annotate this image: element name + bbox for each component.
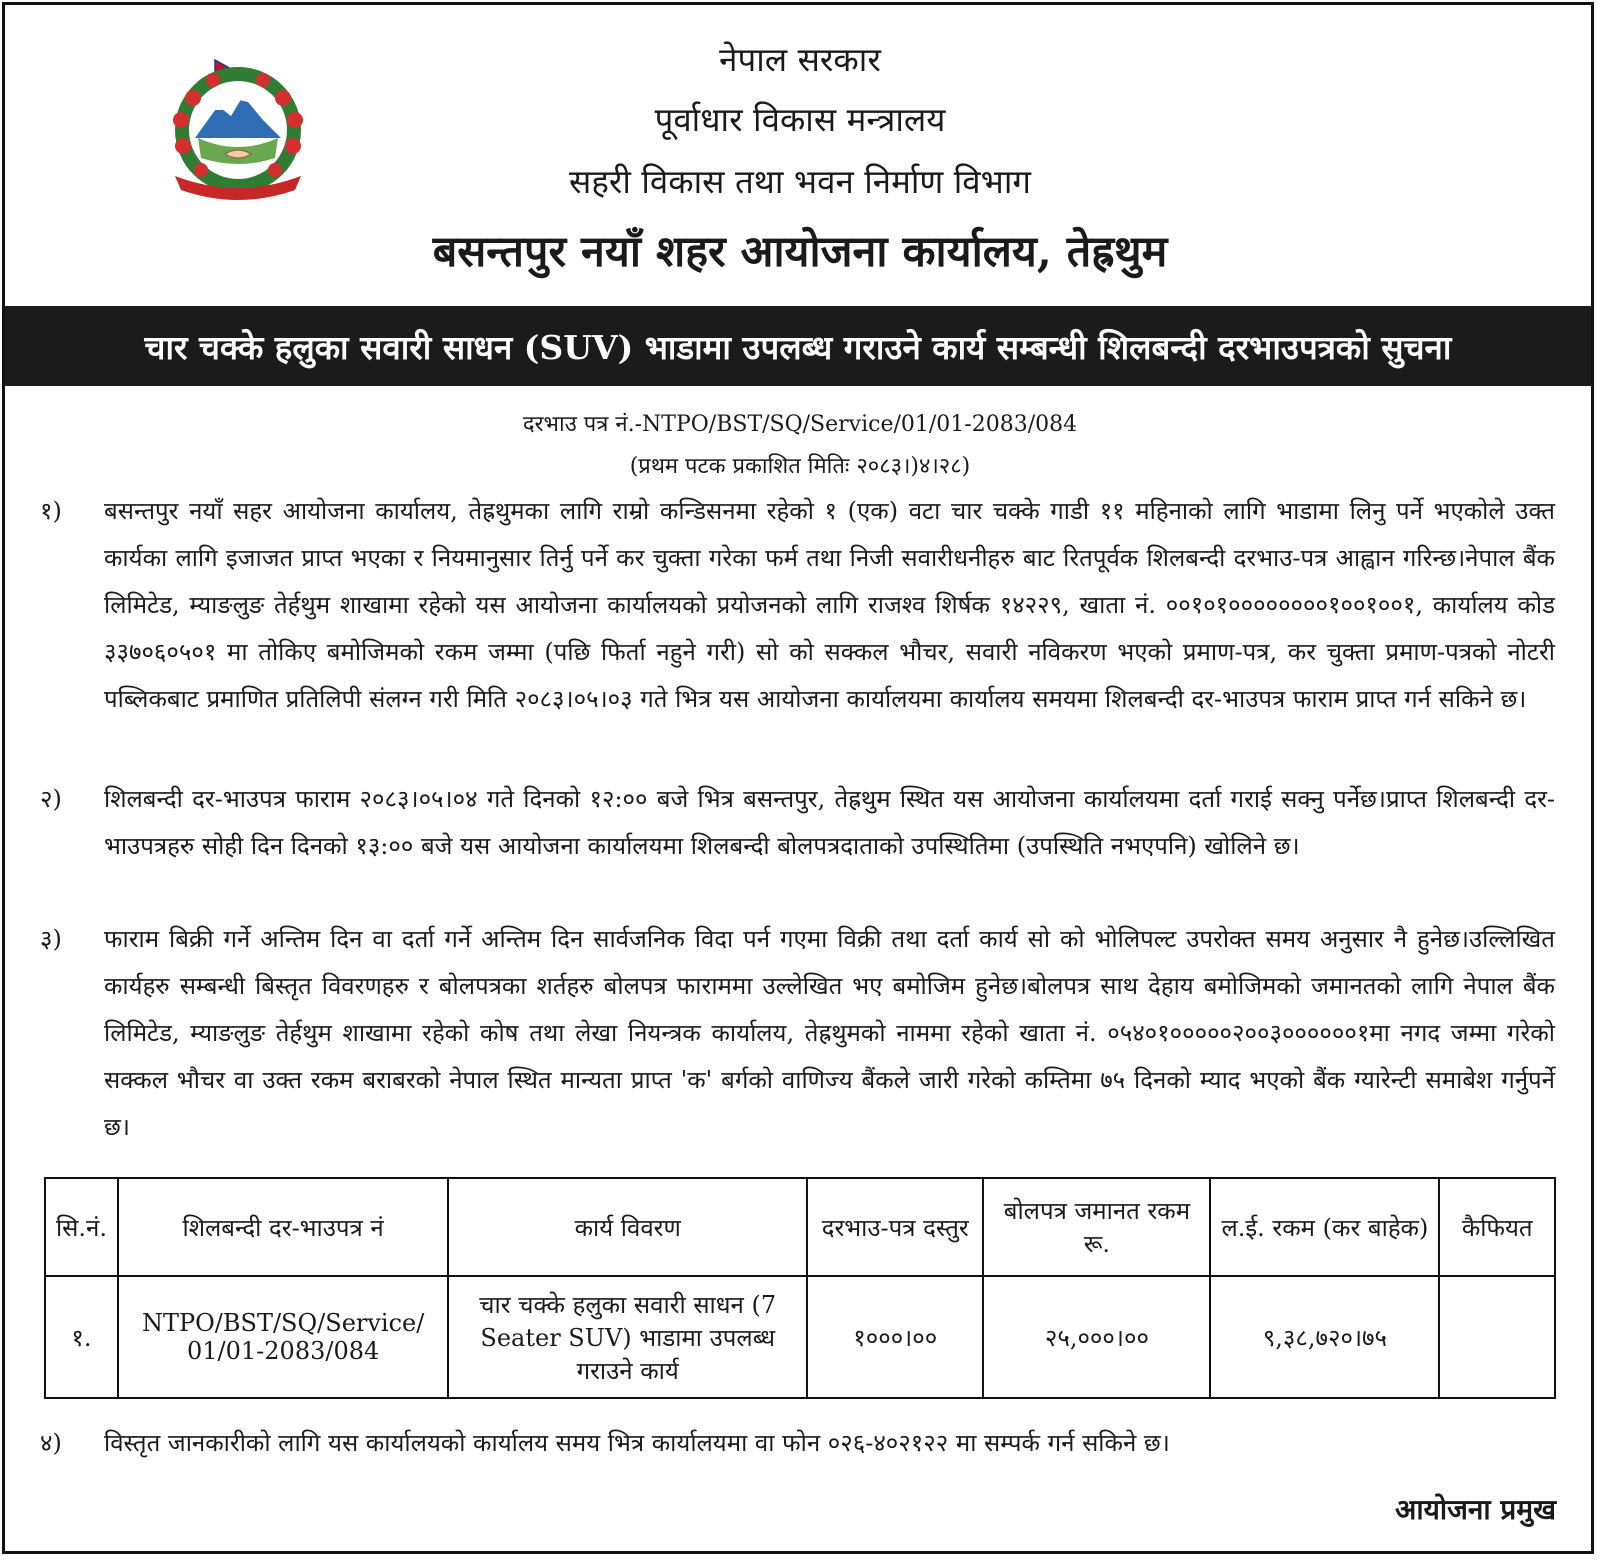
notice-title: चार चक्के हलुका सवारी साधन (SUV) भाडामा उपलब्ध गराउने कार्य सम्बन्धी शिलबन्दी दरभाउपत्रको सुचना <box>144 327 1452 367</box>
header-office: बसन्तपुर नयाँ शहर आयोजना कार्यालय, तेह्रथुम <box>432 227 1168 277</box>
header-government: नेपाल सरकार <box>719 40 881 79</box>
paragraph-3 <box>40 916 1555 1151</box>
published-date: (प्रथम पटक प्रकाशित मितिः २०८३।)४।२८) <box>629 454 971 479</box>
table-header-row <box>45 1178 1555 1276</box>
paragraph-number: १) <box>40 497 62 525</box>
paragraph-text: विस्तृत जानकारीको लागि यस कार्यालयको कार्यालय समय भित्र कार्यालयमा वा फोन ०२६-४०२१२२ मा सम्पर्क गर्न सकिने छ। <box>104 1429 1170 1457</box>
bid-details-table <box>44 1177 1556 1399</box>
paragraph-number: ४) <box>40 1429 62 1457</box>
nepal-emblem-icon <box>153 58 323 203</box>
cell-serial: १. <box>45 1276 118 1398</box>
notice-title-banner <box>5 306 1591 386</box>
cell-bid-security: २५,०००।०० <box>983 1276 1210 1398</box>
paragraph-4 <box>40 1420 1555 1467</box>
header-ministry: पूर्वाधार विकास मन्त्रालय <box>654 100 946 139</box>
paragraph-2 <box>40 776 1555 870</box>
signature-title: आयोजना प्रमुख <box>1394 1493 1556 1526</box>
header-cost-estimate: ल.ई. रकम (कर बाहेक) <box>1210 1178 1439 1276</box>
cell-remarks <box>1439 1276 1555 1398</box>
paragraph-number: २) <box>40 785 62 813</box>
reference-number: दरभाउ पत्र नं.-NTPO/BST/SQ/Service/01/01-2083/084 <box>522 412 1078 437</box>
header-department: सहरी विकास तथा भवन निर्माण विभाग <box>569 162 1031 201</box>
cell-cost-estimate: ९,३८,७२०।७५ <box>1210 1276 1439 1398</box>
cell-bid-number: NTPO/BST/SQ/Service/ 01/01-2083/084 <box>118 1276 448 1398</box>
paragraph-number: ३) <box>40 925 62 953</box>
header-bid-security: बोलपत्र जमानत रकम रू. <box>983 1178 1210 1276</box>
header-remarks: कैफियत <box>1439 1178 1555 1276</box>
header-work-description: कार्य विवरण <box>448 1178 807 1276</box>
paragraph-text: फाराम बिक्री गर्ने अन्तिम दिन वा दर्ता गर्ने अन्तिम दिन सार्वजनिक विदा पर्न गएमा विक्री तथा दर्ता कार्य सो को भोलिपल्ट उपरोक्त समय अनुसार नै हुनेछ।उल्लिखित कार्यहरु सम्बन्धी बिस्तृत विवरणहरु र बोलपत्रका शर्तहरु बोलपत्र फाराममा उल्लेखित भए बमोजिम हुनेछ।बोलपत्र साथ देहाय बमोजिमको जमानतको लागि नेपाल बैंक लिमिटेड, म्याङलुङ तेर्हथुम शाखामा रहेको कोष तथा लेखा नियन्त्रक कार्यालय, तेह्रथुमको नाममा रहेको खाता नं. ०५४०१०००००२००३००००००१मा नगद जम्मा गरेको सक्कल भौचर वा उक्त रकम बराबरको नेपाल स्थित मान्यता प्राप्त 'क' बर्गको वाणिज्य बैंकले जारी गरेको कम्तिमा ७५ दिनको म्याद भएको बैंक ग्यारेन्टी समाबेश गर्नुपर्ने छ। <box>104 925 1555 1141</box>
paragraph-1 <box>40 488 1555 723</box>
paragraph-text: शिलबन्दी दर-भाउपत्र फाराम २०८३।०५।०४ गते दिनको १२:०० बजे भित्र बसन्तपुर, तेह्रथुम स्थित यस आयोजना कार्यालयमा दर्ता गराई सक्नु पर्नेछ।प्राप्त शिलबन्दी दर-भाउपत्रहरु सोही दिन दिनको १३:०० बजे यस आयोजना कार्यालयमा शिलबन्दी बोलपत्रदाताको उपस्थितिमा (उपस्थिति नभएपनि) खोलिने छ। <box>104 785 1555 860</box>
cell-fee: १०००।०० <box>807 1276 983 1398</box>
cell-work-description: चार चक्के हलुका सवारी साधन (7 Seater SUV) भाडामा उपलब्ध गराउने कार्य <box>448 1276 807 1398</box>
header-serial: सि.नं. <box>45 1178 118 1276</box>
table-row <box>45 1276 1555 1398</box>
header-bid-number: शिलबन्दी दर-भाउपत्र नं <box>118 1178 448 1276</box>
header-fee: दरभाउ-पत्र दस्तुर <box>807 1178 983 1276</box>
paragraph-text: बसन्तपुर नयाँ सहर आयोजना कार्यालय, तेह्रथुमका लागि राम्रो कन्डिसनमा रहेको १ (एक) वटा चार चक्के गाडी ११ महिनाको लागि भाडामा लिनु पर्ने भएकोले उक्त कार्यका लागि इजाजत प्राप्त भएका र नियमानुसार तिर्नु पर्ने कर चुक्ता गरेका फर्म तथा निजी सवारीधनीहरु बाट रितपूर्वक शिलबन्दी दरभाउ-पत्र आह्वान गरिन्छ।नेपाल बैंक लिमिटेड, म्याङलुङ तेर्हथुम शाखामा रहेको यस आयोजना कार्यालयको प्रयोजनको लागि राजश्व शिर्षक १४२२९, खाता नं. ००१०१००००००००१००१००१, कार्यालय कोड ३३७०६०५०१ मा तोकिए बमोजिमको रकम जम्मा (पछि फिर्ता नहुने गरी) सो को सक्कल भौचर, सवारी नविकरण भएको प्रमाण-पत्र, कर चुक्ता प्रमाण-पत्रको नोटरी पब्लिकबाट प्रमाणित प्रतिलिपी संलग्न गरी मिति २०८३।०५।०३ गते भित्र यस आयोजना कार्यालयमा कार्यालय समयमा शिलबन्दी दर-भाउपत्र फाराम प्राप्त गर्न सकिने छ। <box>104 497 1555 713</box>
